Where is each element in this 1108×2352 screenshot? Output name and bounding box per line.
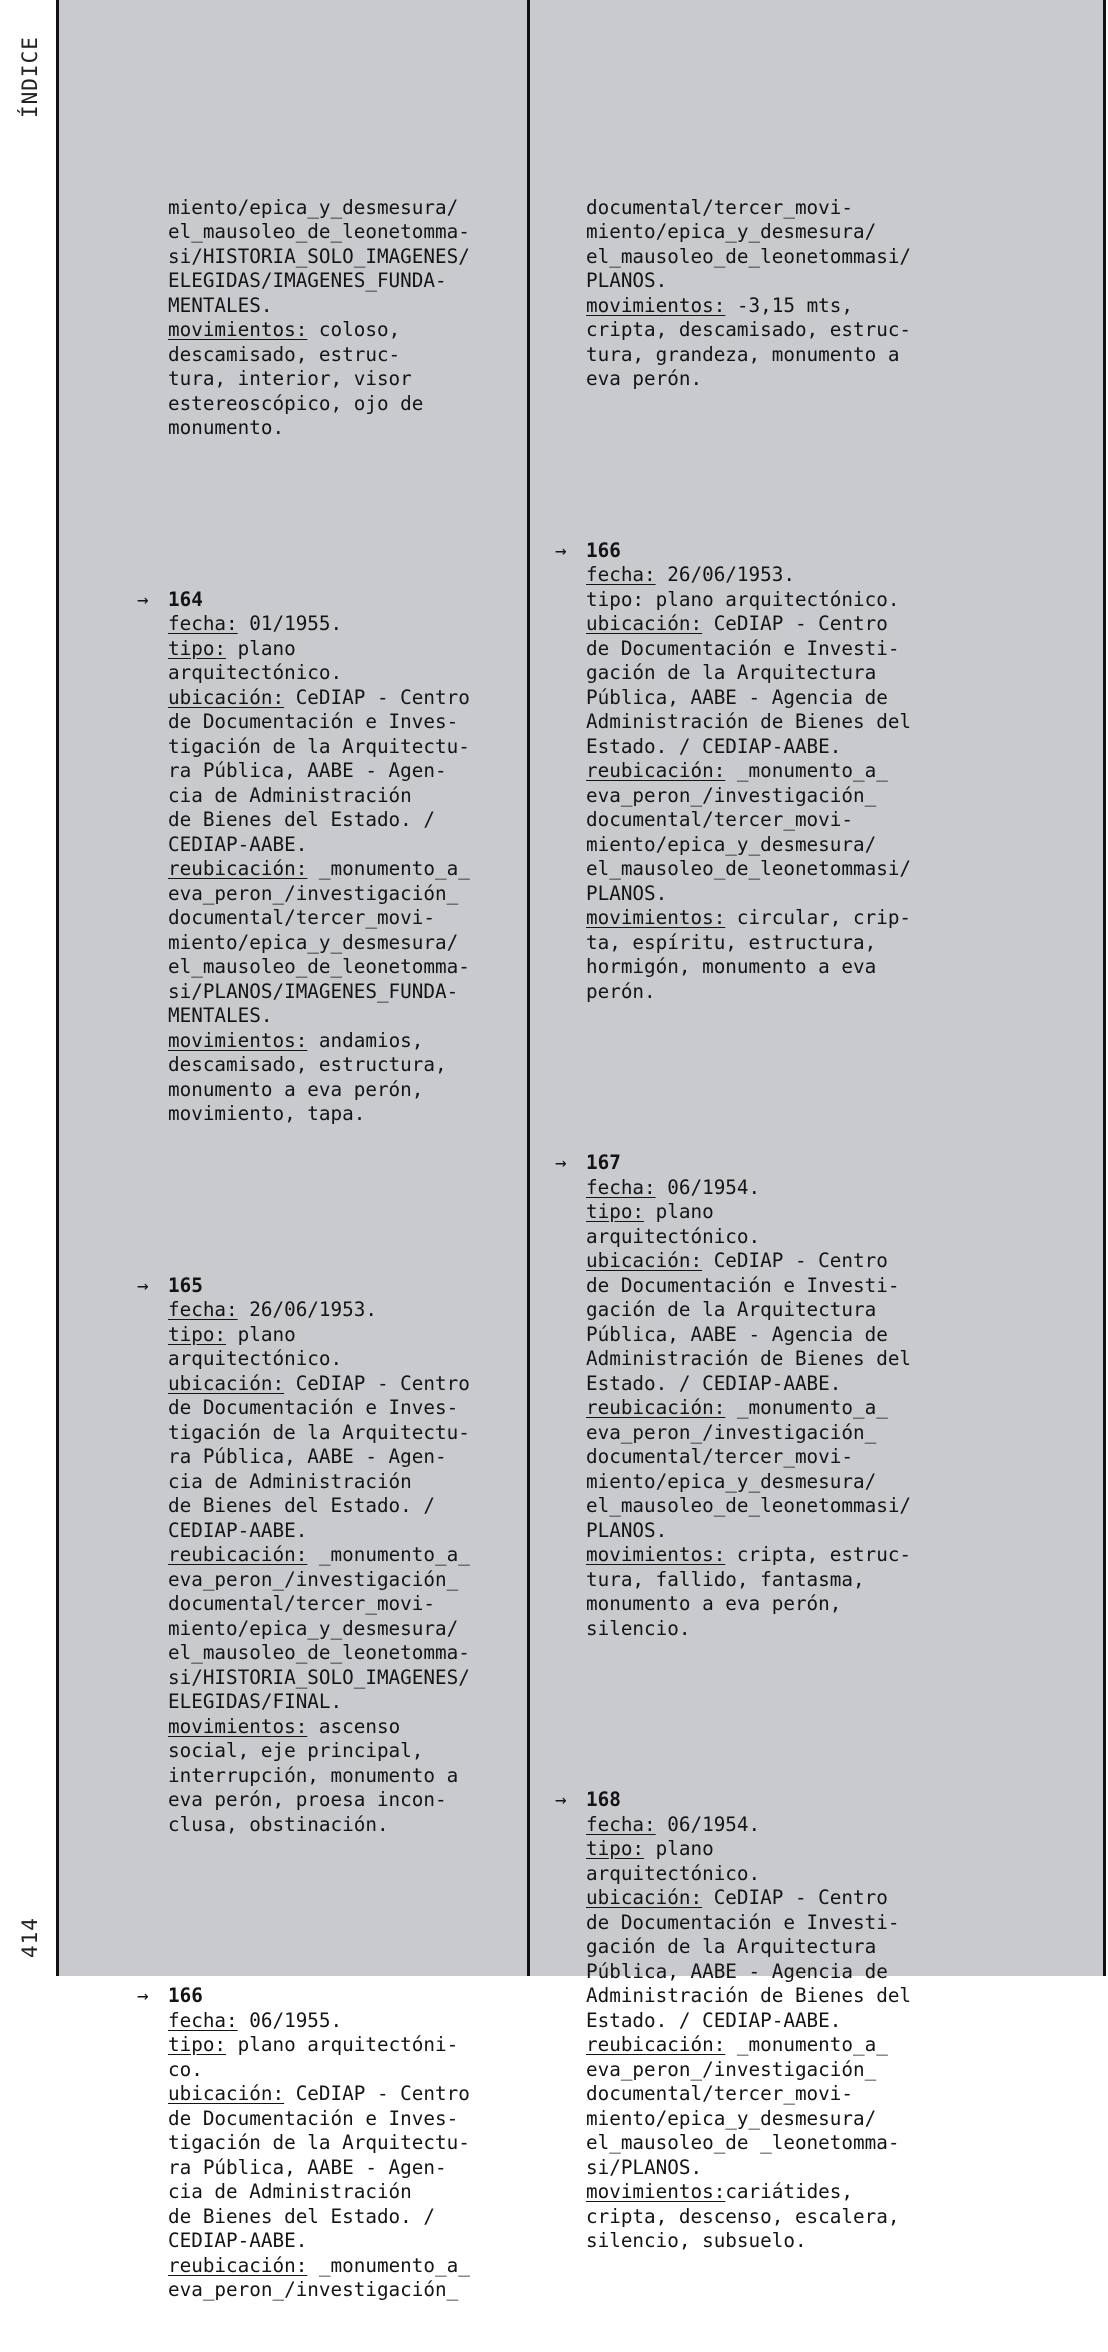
field-key: reubicación: (586, 2033, 726, 2056)
index-entry (555, 1151, 912, 1641)
field-key: reubicación: (168, 1543, 308, 1566)
field-value: circular, crip- ta, espíritu, estructura, hormigón, monumento a eva perón. (586, 906, 912, 1003)
field-line: tipo: plano arquitectónico. (586, 587, 900, 611)
field-value: CeDIAP - Centro de Documentación e Investi- gación de la Arquitectura Pública, AABE - Agencia de Administración de Bienes del Estado. / CEDIAP-AABE. (586, 1249, 912, 1395)
field-value: CeDIAP - Centro de Documentación e Inves- tigación de la Arquitectu- ra Pública, AABE - Agen- cia de Administración de Bienes del Estado. / CEDIAP-AABE. (168, 685, 470, 856)
field-value: 26/06/1953. (237, 1298, 377, 1321)
field-value: _monumento_a_ eva_peron_/investigación_ (168, 2253, 470, 2301)
field-value: 01/1955. (237, 612, 343, 635)
field-value: CeDIAP - Centro de Documentación e Inves- tigación de la Arquitectu- ra Pública, AABE - Agen- cia de Administración de Bienes del Estado. / CEDIAP-AABE. (168, 1371, 470, 1542)
left-column (137, 122, 470, 2352)
field-key: fecha: (168, 2008, 238, 2032)
field-value: plano arquitectónico. (586, 1200, 761, 1248)
field-key: ubicación: (168, 2082, 285, 2105)
field-value: -3,15 mts, cripta, descamisado, estruc- tura, grandeza, monumento a eva perón. (586, 293, 912, 390)
field-key: fecha: (586, 1175, 656, 1199)
field-value: _monumento_a_ eva_peron_/investigación_ documental/tercer_movi- miento/epica_y_desmesura/ el_mausoleo_de_leonetommasi/ PLANOS. (586, 1396, 912, 1542)
continued-value: documental/tercer_movi- miento/epica_y_desmesura/ el_mausoleo_de_leonetommasi/ PLANOS. (586, 195, 912, 292)
continued-value: miento/epica_y_desmesura/ el_mausoleo_de_leonetomma- si/HISTORIA_SOLO_IMAGENES/ ELEGIDAS/IMAGENES_FUNDA- MENTALES. (168, 195, 470, 317)
field-key: ubicación: (586, 612, 703, 635)
field-value: CeDIAP - Centro de Documentación e Inves- tigación de la Arquitectu- ra Pública, AABE - Agen- cia de Administración de Bienes del Estado. / CEDIAP-AABE. (168, 2082, 470, 2252)
field-key: fecha: (586, 563, 656, 586)
page-margin (0, 0, 57, 1976)
field-value: CeDIAP - Centro de Documentación e Investi- gación de la Arquitectura Pública, AABE - Agencia de Administración de Bienes del Estado. / CEDIAP-AABE. (586, 612, 912, 758)
field-key: reubicación: (168, 857, 308, 880)
page-number: 414 (18, 1917, 42, 1958)
field-value: plano arquitectóni- co. (168, 2033, 459, 2081)
entry-continuation (586, 196, 911, 392)
field-value: andamios, descamisado, estructura, monumento a eva perón, movimiento, tapa. (168, 1028, 447, 1125)
left-column-rule (56, 0, 59, 1976)
field-key: fecha: (168, 612, 238, 635)
index-entry (555, 538, 912, 1005)
field-key: reubicación: (586, 1396, 726, 1419)
field-key: fecha: (168, 1298, 238, 1321)
index-entry (137, 1273, 470, 1838)
field-value: coloso, descamisado, estruc- tura, interior, visor estereoscópico, ojo de monumento. (168, 318, 424, 439)
entry-continuation (168, 196, 470, 441)
field-key: movimientos: (586, 293, 726, 317)
field-value: _monumento_a_ eva_peron_/investigación_ documental/tercer_movi- miento/epica_y_desmesura/ el_mausoleo_de_leonetomma- si/PLANOS/IMAGENES_FUNDA- MENTALES. (168, 857, 470, 1027)
entry-number: 165 (168, 1273, 203, 1297)
field-key: movimientos: (586, 906, 726, 929)
field-key: movimientos: (168, 1028, 308, 1052)
field-value: 26/06/1953. (655, 563, 795, 586)
field-key: tipo: (586, 1200, 645, 1223)
arrow-right-icon: → (137, 587, 149, 611)
field-key: ubicación: (586, 1886, 703, 1909)
field-value: _monumento_a_ eva_peron_/investigación_ documental/tercer_movi- miento/epica_y_desmesura/ el_mausoleo_de_leonetomma- si/HISTORIA_SOLO_IMAGENES/ ELEGIDAS/FINAL. (168, 1543, 470, 1713)
right-column-rule (1103, 0, 1106, 1976)
entry-number: 164 (168, 587, 203, 611)
field-key: reubicación: (586, 759, 726, 782)
field-value: plano arquitectónico. (586, 1837, 761, 1885)
field-value: CeDIAP - Centro de Documentación e Investi- gación de la Arquitectura Pública, AABE - Agencia de Administración de Bienes del Estado. / CEDIAP-AABE. (586, 1886, 912, 2032)
index-entry (137, 1984, 470, 2303)
field-key: fecha: (586, 1812, 656, 1836)
field-value: 06/1954. (655, 1812, 761, 1836)
field-key: movimientos: (168, 318, 308, 341)
field-key: movimientos: (168, 1714, 308, 1738)
arrow-right-icon: → (137, 1273, 149, 1297)
field-value: cariátides, cripta, descenso, escalera, silencio, subsuelo. (586, 2180, 900, 2252)
entry-number: 166 (168, 1984, 203, 2007)
field-value: cripta, estruc- tura, fallido, fantasma, monumento a eva perón, silencio. (586, 1543, 912, 1640)
arrow-right-icon: → (555, 538, 567, 562)
arrow-right-icon: → (555, 1151, 567, 1174)
field-value: ascenso social, eje principal, interrupción, monumento a eva perón, proesa incon- clusa, obstinación. (168, 1714, 459, 1836)
field-key: movimientos: (586, 1543, 726, 1566)
field-key: tipo: (168, 2033, 227, 2056)
entry-number: 167 (586, 1151, 621, 1174)
right-column (555, 122, 912, 2303)
center-column-rule (527, 0, 530, 1976)
entry-number: 168 (586, 1788, 621, 1811)
field-key: ubicación: (168, 1371, 285, 1395)
field-value: 06/1955. (237, 2008, 343, 2032)
entry-number: 166 (586, 538, 621, 562)
field-key: reubicación: (168, 2253, 308, 2277)
field-value: _monumento_a_ eva_peron_/investigación_ documental/tercer_movi- miento/epica_y_desmesura/ el_mausoleo_de_leonetommasi/ PLANOS. (586, 759, 912, 905)
field-key: tipo: (586, 1837, 645, 1860)
field-key: movimientos: (586, 2180, 726, 2203)
index-entry (137, 587, 470, 1127)
field-value: plano arquitectónico. (168, 1322, 343, 1370)
field-value: plano arquitectónico. (168, 636, 343, 684)
field-key: tipo: (168, 1322, 227, 1346)
field-key: tipo: (168, 636, 227, 660)
field-value: 06/1954. (655, 1175, 761, 1199)
field-key: ubicación: (168, 685, 285, 709)
index-entry (555, 1788, 912, 2254)
field-key: ubicación: (586, 1249, 703, 1272)
field-value: _monumento_a_ eva_peron_/investigación_ documental/tercer_movi- miento/epica_y_desmesura/ el_mausoleo_de _leonetomma- si/PLANOS. (586, 2033, 900, 2179)
arrow-right-icon: → (555, 1788, 567, 1811)
arrow-right-icon: → (137, 1984, 149, 2007)
section-label: ÍNDICE (18, 36, 42, 118)
